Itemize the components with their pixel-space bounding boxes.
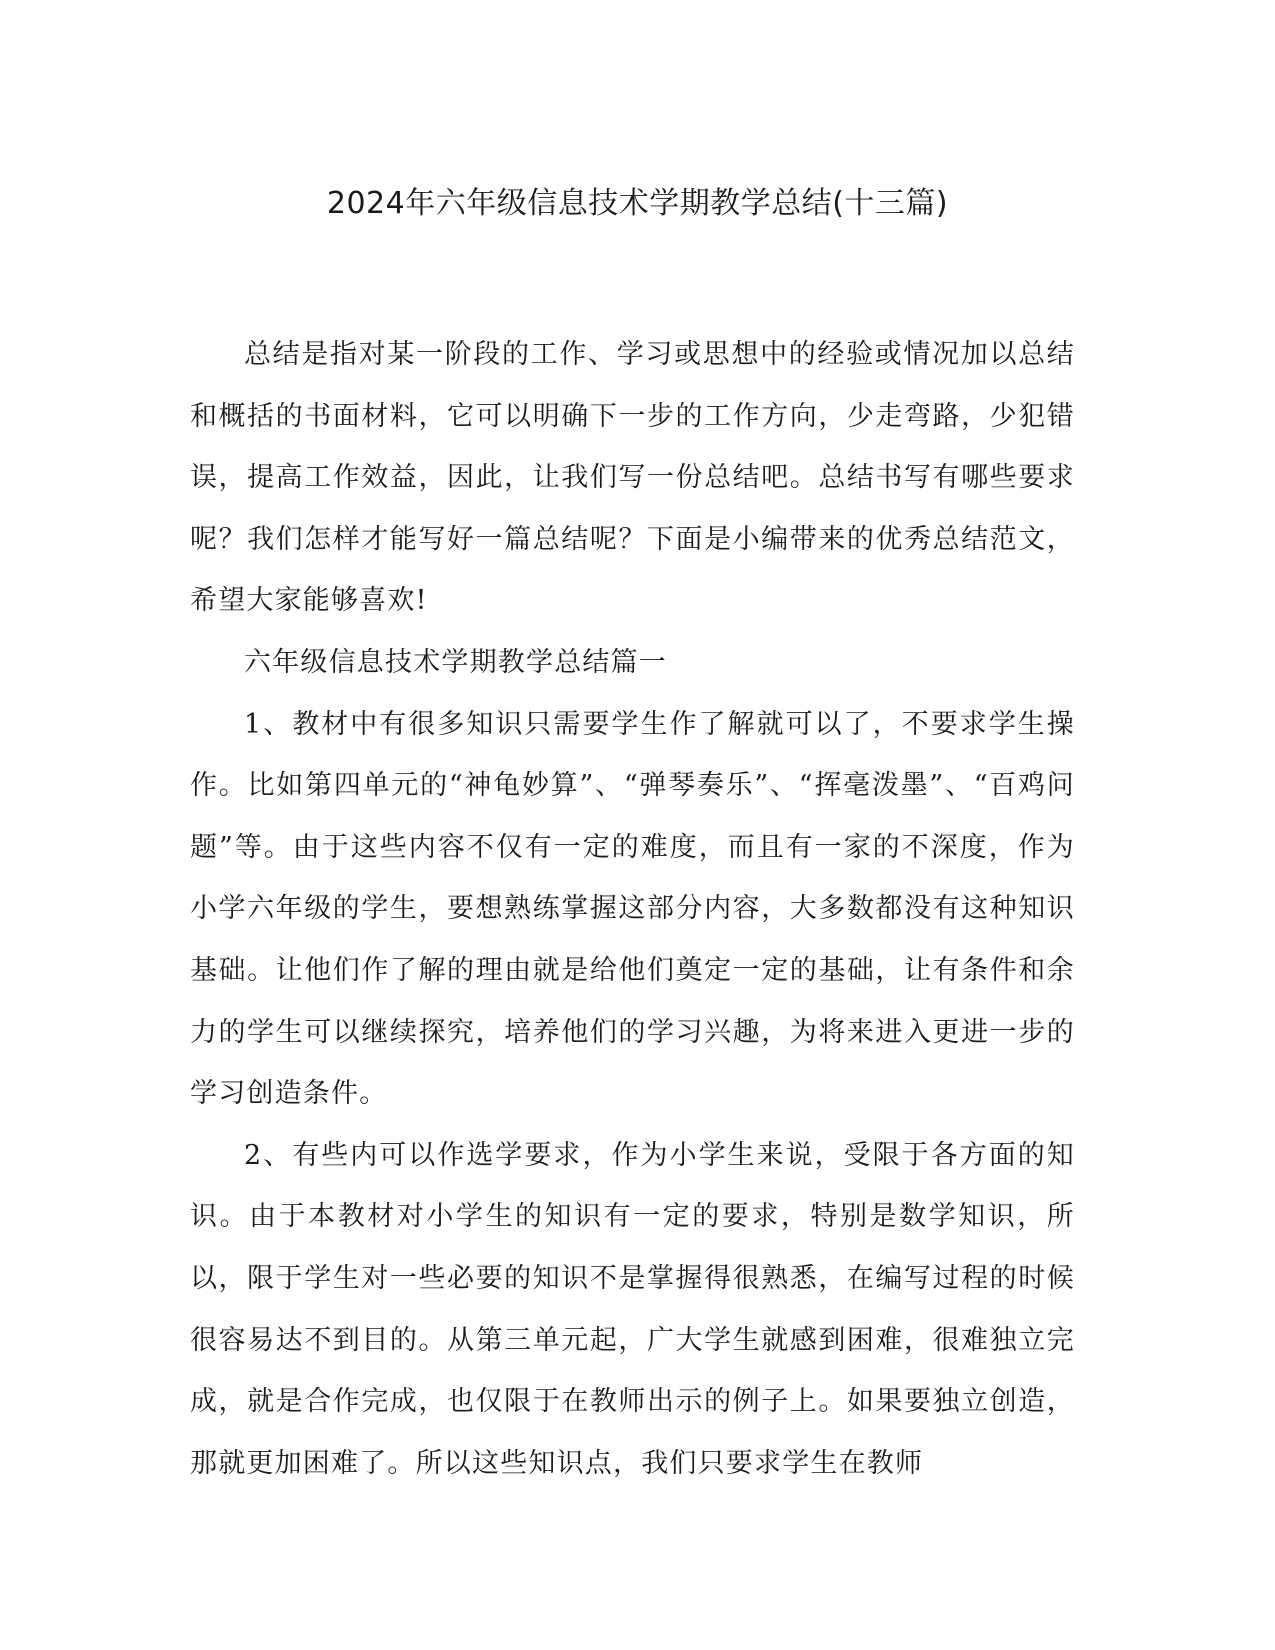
body-paragraph-1: 1、教材中有很多知识只需要学生作了解就可以了，不要求学生操作。比如第四单元的“神龟妙算”、“弹琴奏乐”、“挥毫泼墨”、“百鸡问题”等。由于这些内容不仅有一定的难度，而且有一家的不深度，作为小学六年级的学生，要想熟练掌握这部分内容，大多数都没有这种知识基础。让他们作了解的理由就是给他们奠定一定的基础，让有条件和余力的学生可以继续探究，培养他们的学习兴趣，为将来进入更进一步的学习创造条件。 [190, 708, 1075, 1110]
document-body [190, 324, 1075, 1494]
document-title: 2024年六年级信息技术学期教学总结(十三篇) [326, 186, 949, 221]
section-heading: 六年级信息技术学期教学总结篇一 [244, 646, 667, 678]
body-paragraph-2: 2、有些内可以作选学要求，作为小学生来说，受限于各方面的知识。由于本教材对小学生的知识有一定的要求，特别是数学知识，所以，限于学生对一些必要的知识不是掌握得很熟悉，在编写过程的时候很容易达不到目的。从第三单元起，广大学生就感到困难，很难独立完成，就是合作完成，也仅限于在教师出示的例子上。如果要独立创造，那就更加困难了。所以这些知识点，我们只要求学生在教师 [190, 1139, 1075, 1479]
intro-paragraph: 总结是指对某一阶段的工作、学习或思想中的经验或情况加以总结和概括的书面材料，它可以明确下一步的工作方向，少走弯路，少犯错误，提高工作效益，因此，让我们写一份总结吧。总结书写有哪些要求呢？我们怎样才能写好一篇总结呢？下面是小编带来的优秀总结范文，希望大家能够喜欢! [190, 339, 1075, 617]
